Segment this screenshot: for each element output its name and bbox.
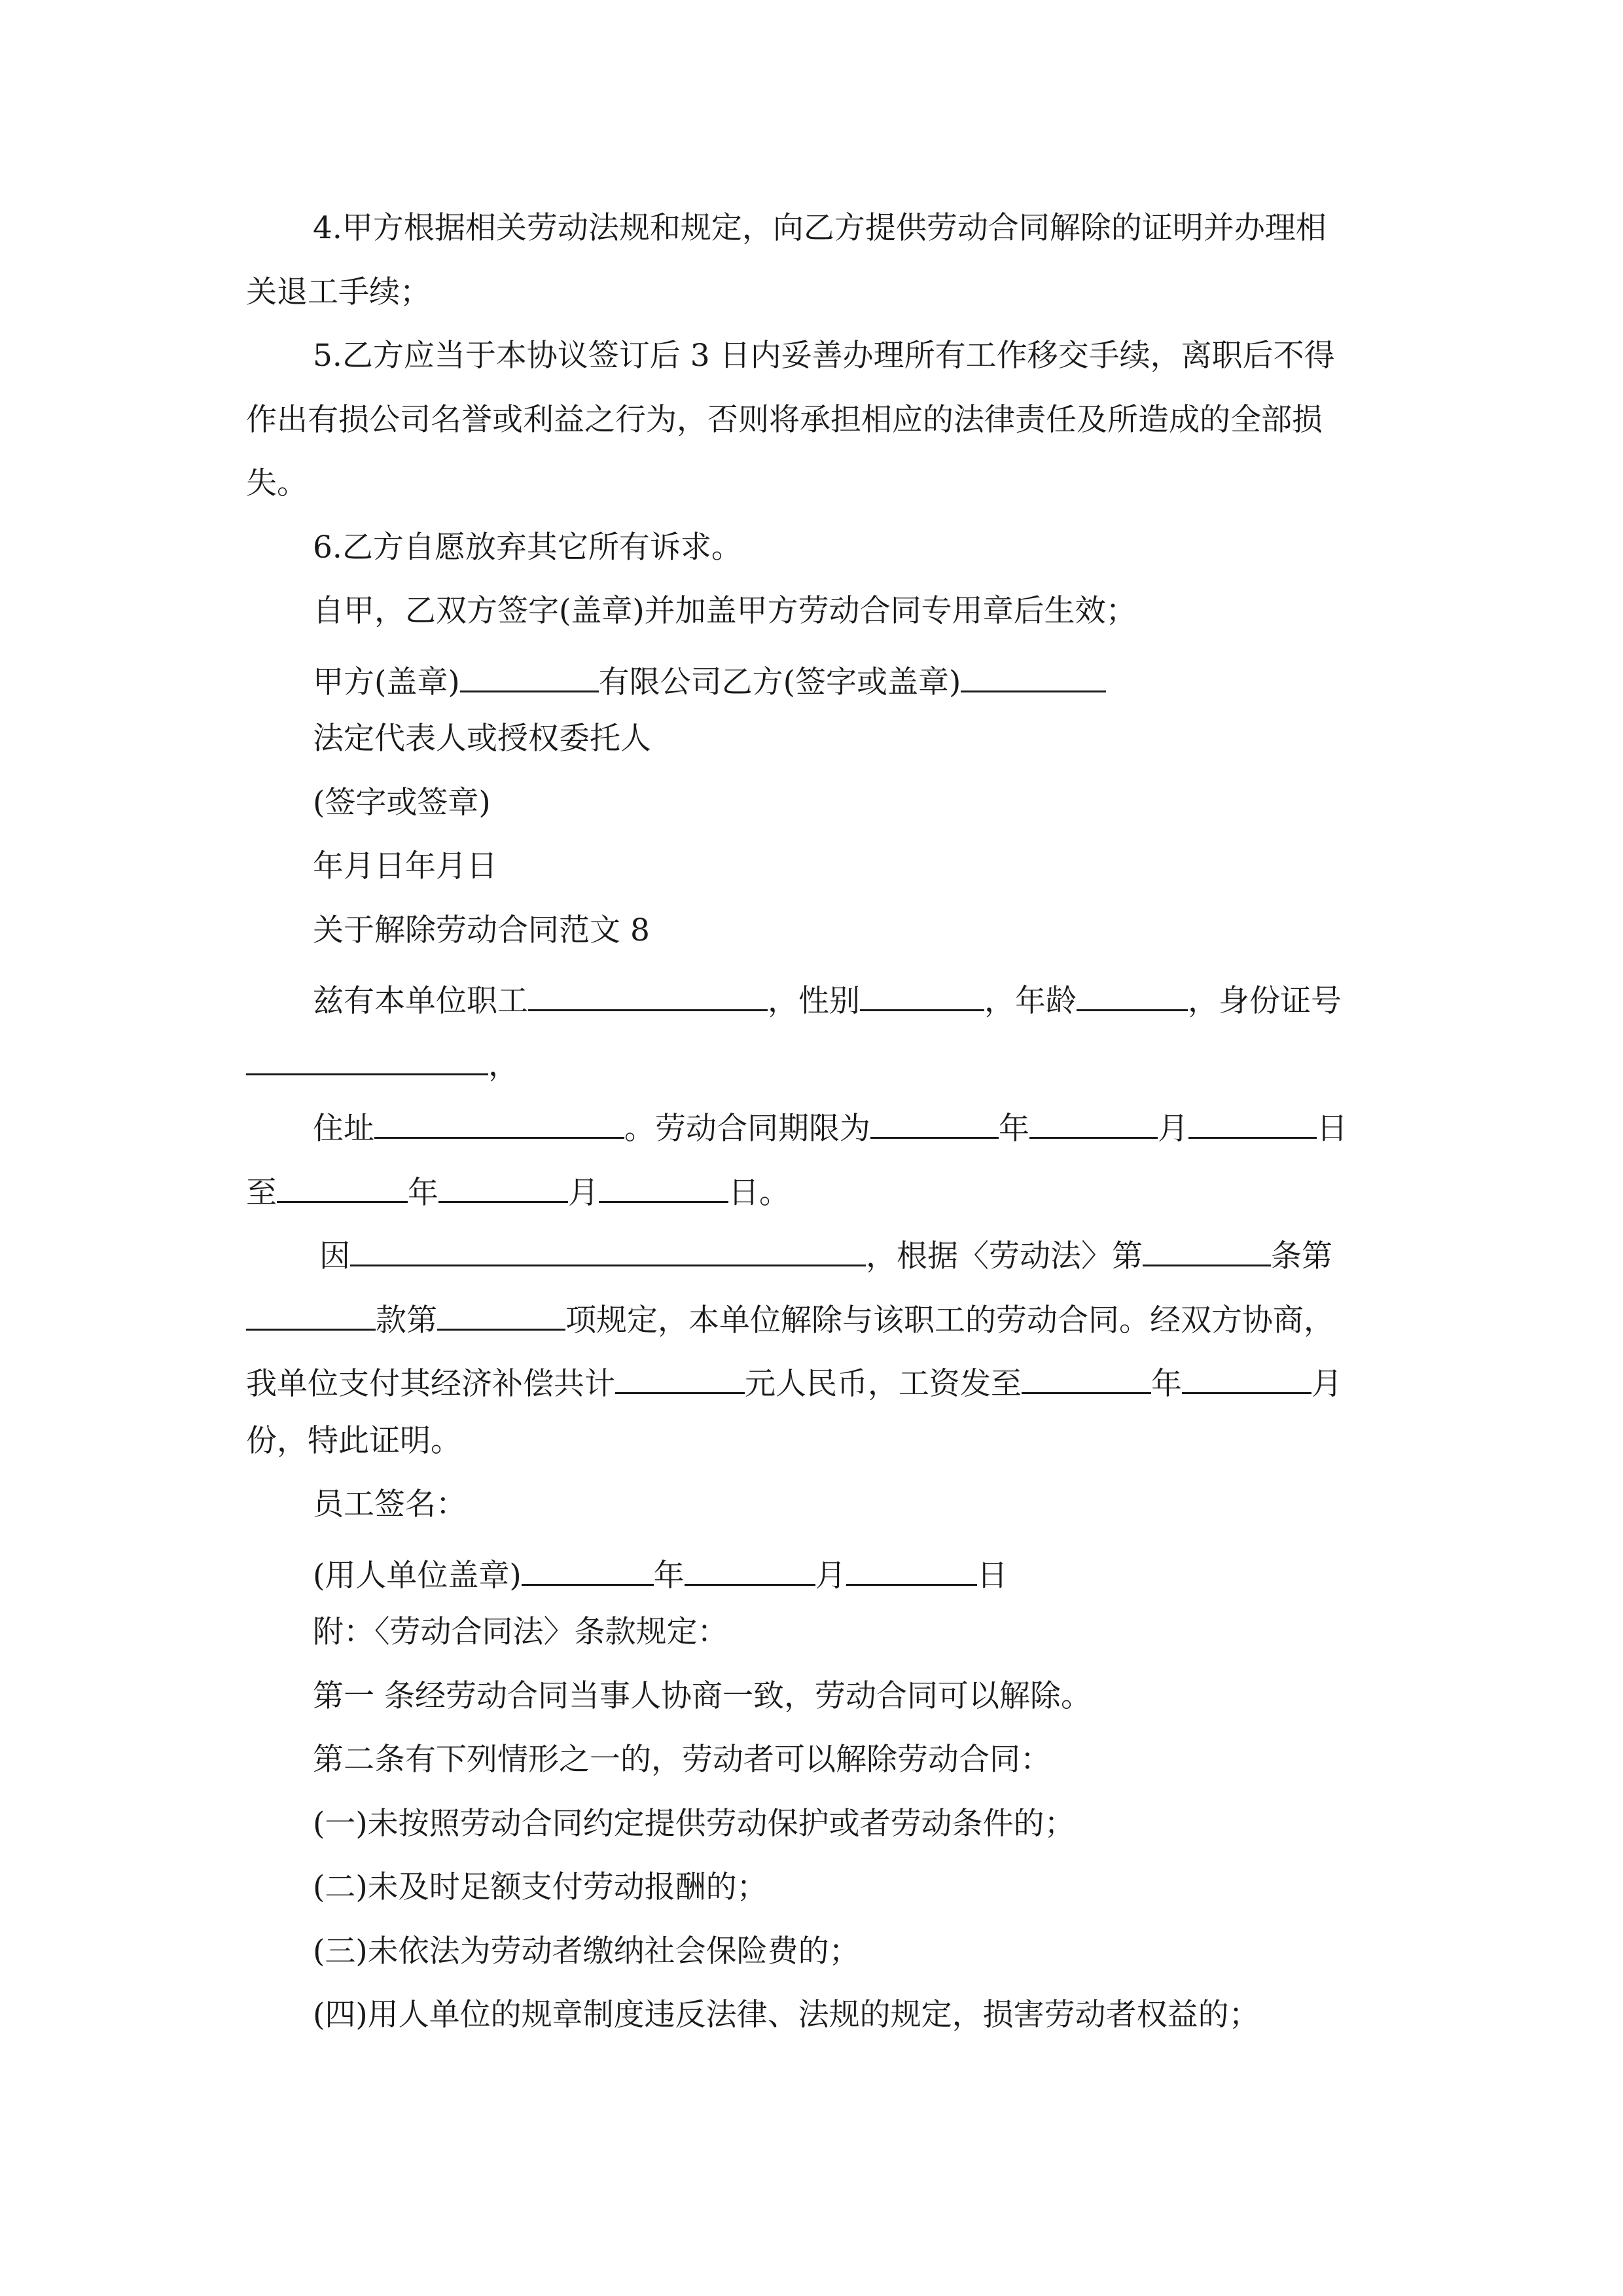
payment-line: 我单位支付其经济补偿共计 元人民币，工资发至 年 月 <box>246 1361 1342 1399</box>
employee-info-line: 兹有本单位职工 ，性别 ，年龄 ，身份证号 <box>313 978 1342 1016</box>
clause-5-line-1: 5.乙方应当于本协议签订后 3 日内妥善办理所有工作移交手续，离职后不得 <box>313 338 1335 374</box>
clause-5-line-2: 作出有损公司名誉或利益之行为，否则将承担相应的法律责任及所造成的全部损 <box>246 402 1323 438</box>
date-line: 年月日年月日 <box>313 848 497 884</box>
legal-representative: 法定代表人或授权委托人 <box>313 721 651 757</box>
article-2: 第二条有下列情形之一的，劳动者可以解除劳动合同： <box>313 1742 1051 1778</box>
clause-5-line-3: 失。 <box>246 465 308 501</box>
clause-basis-line: 款第 项规定，本单位解除与该职工的劳动合同。经双方协商， <box>246 1298 1334 1336</box>
article-1: 第一 条经劳动合同当事人协商一致，劳动合同可以解除。 <box>313 1678 1092 1714</box>
clause-4-line-1: 4.甲方根据相关劳动法规和规定，向乙方提供劳动合同解除的证明并办理相 <box>313 210 1327 246</box>
article-2-clause-1: (一)未按照劳动合同约定提供劳动保护或者劳动条件的； <box>313 1806 1075 1842</box>
effective-clause: 自甲，乙双方签字(盖章)并加盖甲方劳动合同专用章后生效； <box>313 593 1137 629</box>
article-2-clause-4: (四)用人单位的规章制度违反法律、法规的规定，损害劳动者权益的； <box>313 1997 1260 2033</box>
reason-line: 因 ，根据〈劳动法〉第 条第 <box>319 1234 1332 1272</box>
sign-note: (签字或签章) <box>313 785 491 821</box>
period-end-line: 至 年 月 日。 <box>246 1170 790 1208</box>
closing-line: 份，特此证明。 <box>246 1423 461 1459</box>
employee-signature: 员工签名： <box>313 1486 467 1522</box>
address-period-line: 住址 。劳动合同期限为 年 月 日 <box>313 1106 1347 1144</box>
clause-4-line-2: 关退工手续； <box>246 274 431 310</box>
appendix-title: 附：〈劳动合同法〉条款规定： <box>313 1614 728 1650</box>
section-title: 关于解除劳动合同范文 8 <box>313 912 650 948</box>
id-number-line: ， <box>246 1043 519 1081</box>
clause-6: 6.乙方自愿放弃其它所有诉求。 <box>313 529 742 565</box>
article-2-clause-2: (二)未及时足额支付劳动报酬的； <box>313 1869 768 1905</box>
party-signature-line: 甲方(盖章) 有限公司乙方(签字或盖章) <box>313 660 1106 698</box>
employer-stamp-line: (用人单位盖章) 年 月 日 <box>313 1553 1008 1591</box>
article-2-clause-3: (三)未依法为劳动者缴纳社会保险费的； <box>313 1933 860 1969</box>
